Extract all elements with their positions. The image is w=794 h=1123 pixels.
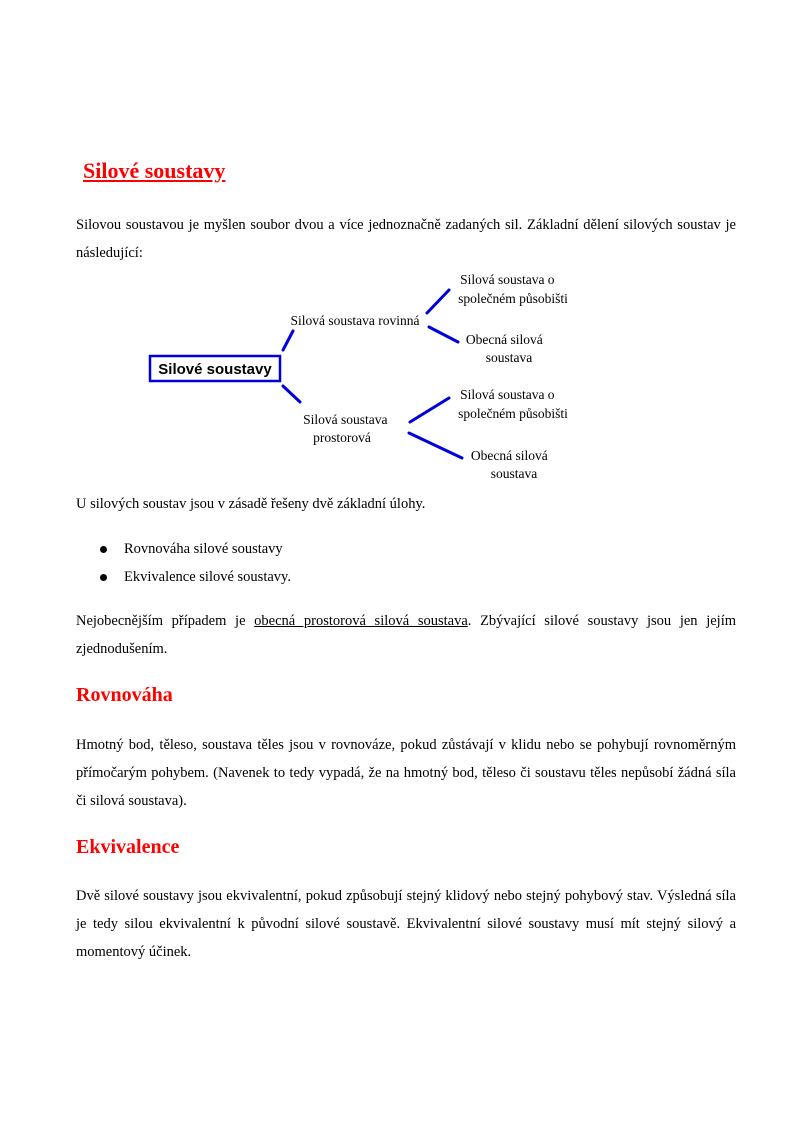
connector-root-branch1 xyxy=(283,331,293,350)
intro-paragraph: Silovou soustavou je myšlen soubor dvou a více jednoznačně zadaných sil. Základní dělení silových soustav je následující: xyxy=(76,217,736,261)
page-title: Silové soustavy xyxy=(83,158,226,183)
diagram-branch-spatial: Silová soustava prostorová xyxy=(303,412,388,445)
connector-branch2-leaf2 xyxy=(409,433,462,458)
connector-branch1-leaf2 xyxy=(429,327,458,342)
ekvivalence-paragraph: Dvě silové soustavy jsou ekvivalentní, pokud způsobují stejný klidový nebo stejný pohybový stav. Výsledná síla je tedy silou ekvivalentní k původní silové soustavě. Ekvivalentní silové soustavy musí mít stejný silový a momentový účinek. xyxy=(76,888,736,960)
tasks-list xyxy=(76,535,291,591)
general-text-before: Nejobecnějším případem je xyxy=(76,613,255,629)
connector-root-branch2 xyxy=(283,386,300,402)
rovnovaha-paragraph: Hmotný bod, těleso, soustava těles jsou v rovnováze, pokud zůstávají v klidu nebo se pohybují rovnoměrným přímočarým pohybem. (Navenek to tedy vypadá, že na hmotný bod, těleso či soustavu těles nepůsobí žádná síla či silová soustava). xyxy=(76,737,736,809)
general-text-after: . Zbývající silové soustavy jsou jen jejím zjednodušením. xyxy=(76,613,736,657)
diagram-leaf-spatial-common: Silová soustava o společném působišti xyxy=(458,387,568,421)
diagram-leaf-spatial-general: Obecná silová soustava xyxy=(470,448,548,481)
general-case-paragraph xyxy=(76,607,736,663)
general-case-link[interactable]: obecná prostorová silová soustava xyxy=(254,613,468,629)
list-item: Rovnováha silové soustavy xyxy=(76,535,291,563)
connector-branch2-leaf1 xyxy=(410,398,449,422)
tasks-intro: U silových soustav jsou v zásadě řešeny dvě základní úlohy. xyxy=(76,496,426,512)
diagram-leaf-planar-general: Obecná silová soustava xyxy=(465,332,543,365)
heading-ekvivalence: Ekvivalence xyxy=(76,836,180,858)
connector-branch1-leaf1 xyxy=(427,290,449,313)
list-item: Ekvivalence silové soustavy. xyxy=(76,563,291,591)
diagram-branch-planar: Silová soustava rovinná xyxy=(290,313,420,328)
diagram-root-label: Silové soustavy xyxy=(158,361,272,378)
diagram-leaf-planar-common: Silová soustava o společném působišti xyxy=(458,272,568,306)
heading-rovnovaha: Rovnováha xyxy=(76,684,173,706)
